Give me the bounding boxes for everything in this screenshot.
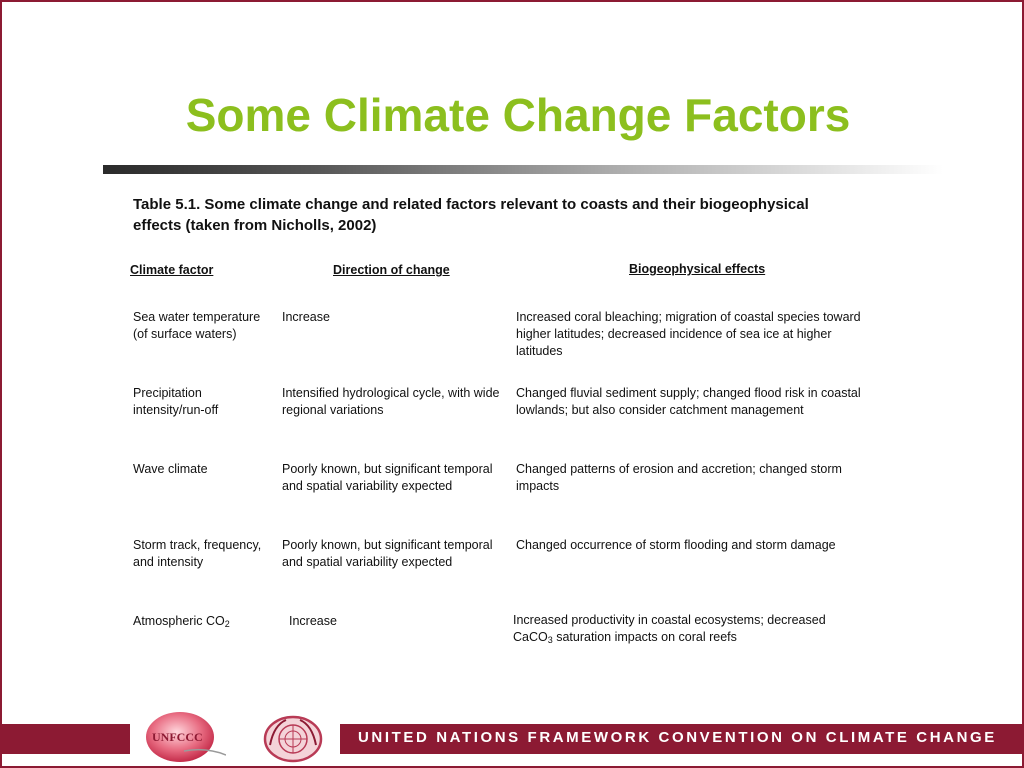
co2-text: Atmospheric CO (133, 614, 225, 628)
footer-title: UNITED NATIONS FRAMEWORK CONVENTION ON CLIMATE CHANGE (358, 729, 997, 746)
table-cell-factor (133, 613, 273, 630)
table-cell-effects: Increased coral bleaching; migration of coastal species toward higher latitudes; decreased incidence of sea ice at higher latitudes (516, 310, 861, 358)
table-cell-effects (513, 612, 863, 646)
table-cell-direction: Intensified hydrological cycle, with wide regional variations (282, 386, 500, 417)
table-cell-factor: Storm track, frequency, and intensity (133, 538, 262, 569)
table-cell-direction: Increase (289, 614, 337, 628)
table-cell-direction: Increase (282, 310, 330, 324)
column-header-biogeophysical-effects: Biogeophysical effects (629, 262, 766, 276)
unfccc-logo (144, 711, 226, 763)
co2-subscript: 2 (224, 619, 230, 629)
column-header-direction-of-change: Direction of change (333, 263, 450, 277)
effects-text: Increased productivity in coastal ecosystems; decreased CaCO (513, 613, 826, 644)
table-caption: Table 5.1. Some climate change and related factors relevant to coasts and their biogeophysical effects (taken from Nicholls, 2002) (133, 196, 809, 234)
column-header-climate-factor: Climate factor (130, 263, 214, 277)
table-cell-effects: Changed fluvial sediment supply; changed flood risk in coastal lowlands; but also consider catchment management (516, 386, 861, 417)
table-cell-factor: Wave climate (133, 462, 208, 476)
un-emblem-icon (262, 715, 324, 763)
page-title: Some Climate Change Factors (185, 89, 851, 141)
effects-text-end: saturation impacts on coral reefs (552, 630, 737, 644)
svg-text:UNFCCC: UNFCCC (152, 730, 203, 744)
title-divider (103, 165, 943, 174)
table-cell-effects: Changed patterns of erosion and accretion; changed storm impacts (516, 462, 842, 493)
table-cell-direction: Poorly known, but significant temporal and spatial variability expected (282, 462, 493, 493)
table-cell-factor: Sea water temperature (of surface waters) (133, 310, 261, 341)
table-cell-direction: Poorly known, but significant temporal and spatial variability expected (282, 538, 493, 569)
caco3-subscript: 3 (547, 635, 553, 645)
table-cell-effects: Changed occurrence of storm flooding and storm damage (516, 538, 836, 552)
table-cell-factor: Precipitation intensity/run-off (133, 386, 219, 417)
